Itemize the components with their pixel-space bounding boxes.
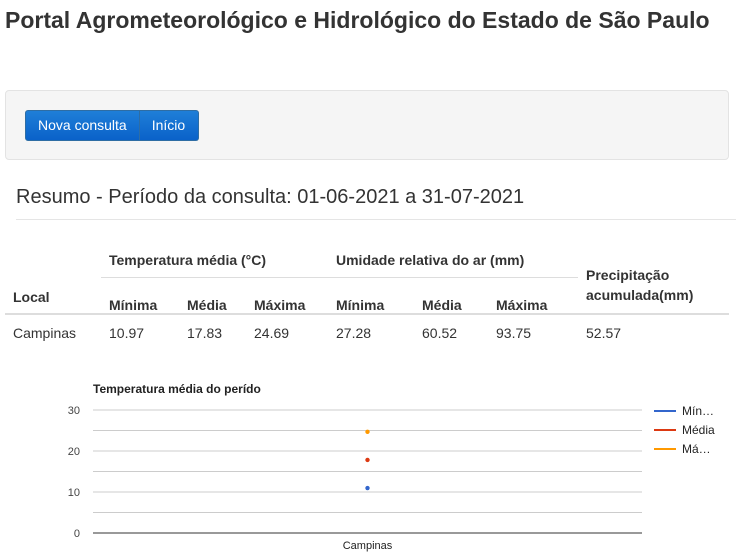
temp-min-header: Mínima bbox=[101, 277, 179, 314]
cell-local: Campinas bbox=[13, 324, 77, 341]
y-tick-label: 10 bbox=[67, 487, 80, 499]
chart-title: Temperatura média do perído bbox=[93, 382, 261, 396]
button-group bbox=[25, 110, 199, 141]
humidity-group-header: Umidade relativa do ar (mm) bbox=[336, 251, 525, 268]
temperature-chart bbox=[60, 375, 730, 559]
precipitation-header-line2: acumulada(mm) bbox=[586, 287, 694, 303]
chart-grid bbox=[93, 410, 642, 533]
hum-avg-header: Média bbox=[414, 277, 488, 314]
hum-max-header: Máxima bbox=[488, 277, 578, 314]
chart-x-ticks bbox=[343, 540, 393, 552]
table-header-group-row bbox=[5, 240, 729, 277]
precipitation-header-line1: Precipitação bbox=[586, 267, 670, 283]
y-tick-label: 30 bbox=[67, 405, 80, 417]
chart-points bbox=[365, 430, 369, 491]
table-row bbox=[5, 314, 729, 350]
legend-label: Má… bbox=[682, 442, 711, 456]
x-tick-label: Campinas bbox=[342, 540, 393, 552]
home-button[interactable]: Início bbox=[140, 110, 199, 141]
legend-label: Média bbox=[682, 423, 715, 437]
chart-y-ticks bbox=[68, 405, 80, 540]
data-point bbox=[365, 458, 369, 462]
temperature-group-header: Temperatura média (°C) bbox=[109, 251, 267, 268]
data-point bbox=[365, 430, 369, 434]
cell-hum-max: 93.75 bbox=[496, 324, 532, 341]
toolbar bbox=[5, 90, 729, 160]
cell-temp-max: 24.69 bbox=[254, 324, 290, 341]
temp-avg-header: Média bbox=[179, 277, 246, 314]
hum-min-header: Mínima bbox=[328, 277, 414, 314]
summary-table bbox=[5, 240, 729, 350]
precipitation-header bbox=[578, 240, 729, 314]
summary-title: Resumo - Período da consulta: 01-06-2021 a 31-07-2021 bbox=[16, 186, 736, 220]
y-tick-label: 20 bbox=[67, 446, 80, 458]
data-point bbox=[365, 486, 369, 490]
page-title: Portal Agrometeorológico e Hidrológico do Estado de São Paulo bbox=[5, 7, 710, 33]
cell-precipitation: 52.57 bbox=[586, 324, 622, 341]
cell-hum-avg: 60.52 bbox=[422, 324, 458, 341]
local-header: Local bbox=[5, 240, 101, 314]
temp-max-header: Máxima bbox=[246, 277, 328, 314]
new-query-button[interactable]: Nova consulta bbox=[25, 110, 140, 141]
legend-label: Mín… bbox=[682, 404, 715, 418]
cell-temp-min: 10.97 bbox=[109, 324, 145, 341]
y-tick-label: 0 bbox=[73, 528, 80, 540]
cell-temp-avg: 17.83 bbox=[187, 324, 223, 341]
cell-hum-min: 27.28 bbox=[336, 324, 372, 341]
chart-legend bbox=[654, 404, 715, 456]
